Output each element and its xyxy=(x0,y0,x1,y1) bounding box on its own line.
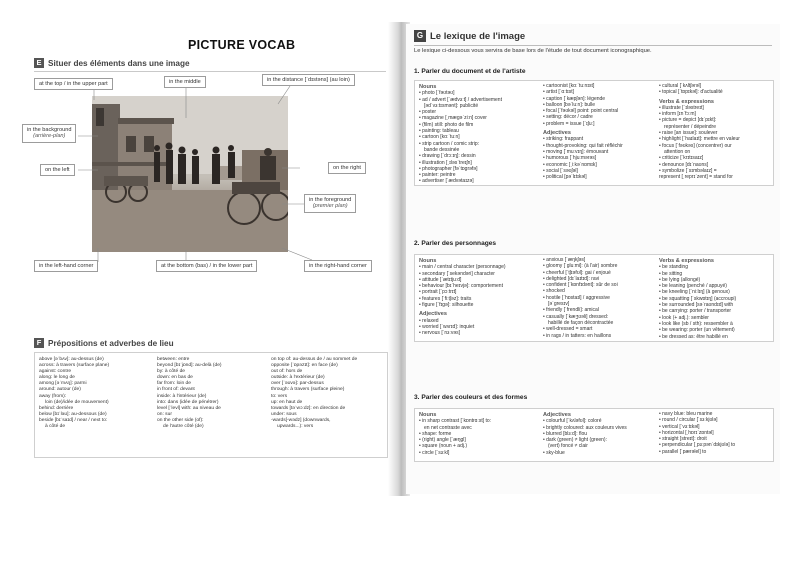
section-g-rule xyxy=(414,45,772,46)
part3-col-1: Nouns • in sharp contrast [ˈkɒntrɑːst] to: en net contraste avec • shape: forme • (right) angle [ˈæŋgl] • square (noun + adj.) • circle [ˈsɜːkl] xyxy=(419,412,492,456)
part2-heading: 2. Parler des personnages xyxy=(414,240,497,247)
part3-heading: 3. Parler des couleurs et des formes xyxy=(414,394,528,401)
part1-col-3: • cultural [ˈkʌltʃərəl] • topical [ˈtɒpɪkəl]: d'actualité Verbs & expressions • illustrate [ˈɪləstreɪt] • inform [ɪnˈfɔːm] • picture = depict [dɪˈpɪkt]: représenter / dépeindre • raise [an issue]: soulever • highlight [ˈhaɪlaɪt]: mettre en valeur • focus [ˈfəʊkəs] (concentrer) our attention on • criticize [ˈkrɪtɪsaɪz] • denounce [dɪˈnaʊns] • symbolize [ˈsɪmbəlaɪz] = represent [ˌreprɪˈzent] = stand for xyxy=(659,83,740,181)
section-f-header xyxy=(34,336,174,350)
prep-col-1: above [əˈbʌv]: au-dessus (de) across: à travers (surface plane) against: contre along: le long de among [əˈmʌŋ]: parmi around: autour (de) away (from): loin (de)/idée de mouvement) behind: derrière below [bɪˈləʊ]: au-dessous (de) beside [bɪˈsaɪd] / near / next to: à côté de xyxy=(39,357,110,430)
section-f-title: Prépositions et adverbes de lieu xyxy=(48,338,174,348)
part3-col-2: Adjectives • colourful [ˈkʌləfʊl]: coloré • brightly coloured: aux couleurs vives • blurred [blɜːd]: flou • dark (green) ≠ light (green): (vert) foncé ≠ clair • sky-blue xyxy=(543,412,627,456)
section-g-intro: Le lexique ci-dessous vous servira de base lors de l'étude de tout document iconographique. xyxy=(414,48,652,54)
label-bottom: at the bottom (bas) / in the lower part xyxy=(156,260,257,272)
part2-col-2: • anxious [ˈæŋkʃəs] • gloomy [ˈgluːmi]: (à l'air) sombre • cheerful [ˈtʃɪəfʊl]: gai / enjoué • delighted [dɪˈlaɪtɪd]: ravi • confident [ˈkɒnfɪdənt]: sûr de soi • shocked • hostile [ˈhɒstaɪl] / aggressive [əˈgresɪv] • friendly [ˈfrendli]: amical • casually [ˈkæʒʊəli] dressed: habillé de façon décontractée • well-dressed = smart • in rags / in tatters: en haillons xyxy=(543,257,618,339)
label-right: on the right xyxy=(328,162,366,174)
part3-box xyxy=(414,408,774,462)
label-left-corner: in the left-hand corner xyxy=(34,260,98,272)
left-page xyxy=(28,24,392,494)
prepositions-box xyxy=(34,352,388,458)
part2-col-3: Verbs & expressions • be standing • be sitting • be lying (allongé) • be leaning (penché / appuyé) • be kneeling [ˈniːlɪŋ] (à genoux) • be squatting [ˈskwɒtɪŋ] (accroupi) • be surrounded [səˈraʊndɪd] with • be carrying: porter / transporter • look (+ adj.): sembler • look like (sb / sth): ressembler à • be wearing: porter (un vêtement) • be dressed as: être habillé en xyxy=(659,258,737,340)
label-right-corner: in the right-hand corner xyxy=(304,260,372,272)
label-middle: in the middle xyxy=(164,76,206,88)
prep-col-2: between: entre beyond [bɪˈjɒnd]: au-delà (de) by: à côté de down: en bas de far from: loin de in front of: devant inside: à l'intérieur (de) into: dans (idée de pénétrer) level [ˈlevl] with: au niveau de on: sur on the other side (of): de l'autre côté (de) xyxy=(157,357,222,430)
section-g-letter: G xyxy=(414,30,426,42)
label-foreground: in the foreground (premier plan) xyxy=(304,194,356,213)
part1-col-1: Nouns • photo [ˈfəʊtəʊ] • ad / advert [ˈædvɜːt] / advertisement [ədˈvɜːtɪsmənt]: publicité • poster • magazine [ˌmægəˈziːn] cover • (film) still: photo de film • painting: tableau • cartoon [kɑːˈtuːn] • strip cartoon / comic strip: bande dessinée • drawing [ˈdrɔːɪŋ]: dessin • illustration [ˌɪləsˈtreɪʃn] • photographer [fəˈtɒgrəfə] • painter: peintre • advertiser [ˈædvətaɪzə] xyxy=(419,84,502,185)
label-background: in the background (arrière-plan) xyxy=(22,124,76,143)
part1-col-2: • cartoonist [kɑːˈtuːnɪst] • artist [ˈɑːtɪst] • caption [ˈkæpʃən]: légende • balloon [bəˈluːn]: bulle • focal [ˈfəʊkəl] point: point central • setting: décor / cadre • problem = issue [ˈɪʃuː] Adjectives • striking: frappant • thought-provoking: qui fait réfléchir • moving [ˈmuːvɪŋ]: émouvant • humorous [ˈhjuːmərəs] • economic [ˌiːkəˈnɒmɪk] • social [ˈsəʊʃəl] • political [pəˈlɪtɪkəl] xyxy=(543,83,623,181)
label-left: on the left xyxy=(40,164,75,176)
part1-heading: 1. Parler du document et de l'artiste xyxy=(414,68,526,75)
part2-col-1: Nouns • main / central character (personnage) • secondary [ˈsekəndəri] character • attitude [ˈætɪtjuːd] • behaviour [bɪˈheɪvjə]: comportement • portrait [ˈpɔːtrɪt] • features [ˈfiːtʃəz]: traits • figure [ˈfɪgə]: silhouette Adjectives • relaxed • worried [ˈwʌrɪd]: inquiet • nervous [ˈnɜːvəs] xyxy=(419,258,506,337)
section-e-title: Situer des éléments dans une image xyxy=(48,58,190,68)
part3-col-3: • navy blue: bleu marine • round / circular [ˈsɜːkjʊlə] • vertical [ˈvɜːtɪkəl] • horizontal [ˌhɒrɪˈzɒntəl] • straight [streɪt]: droit • perpendicular [ˌpɜːpənˈdɪkjʊlə] to • parallel [ˈpærəlel] to xyxy=(659,411,736,455)
label-top: at the top / in the upper part xyxy=(34,78,113,90)
page-title: PICTURE VOCAB xyxy=(188,38,296,52)
section-g-title: Le lexique de l'image xyxy=(430,30,526,42)
part1-box xyxy=(414,80,774,186)
prep-col-3: on top of: au-dessus de / au sommet de opposite [ˈɒpəzɪt]: en face (de) out of: hors de outside: à l'extérieur (de) over [ˈəʊvə]: par-dessus through: à travers (surface pleine) to: vers up: en haut de towards [təˈwɔːdz]: en direction de under: sous -wards[-wədz] (downwards, upwards...): vers xyxy=(271,357,358,430)
section-g-header xyxy=(414,28,525,44)
section-e-letter: E xyxy=(34,58,44,68)
right-page xyxy=(406,24,780,494)
part2-box xyxy=(414,254,774,342)
label-distance: in the distance [ˈdɪstəns] (au loin) xyxy=(262,74,355,86)
section-f-letter: F xyxy=(34,338,44,348)
